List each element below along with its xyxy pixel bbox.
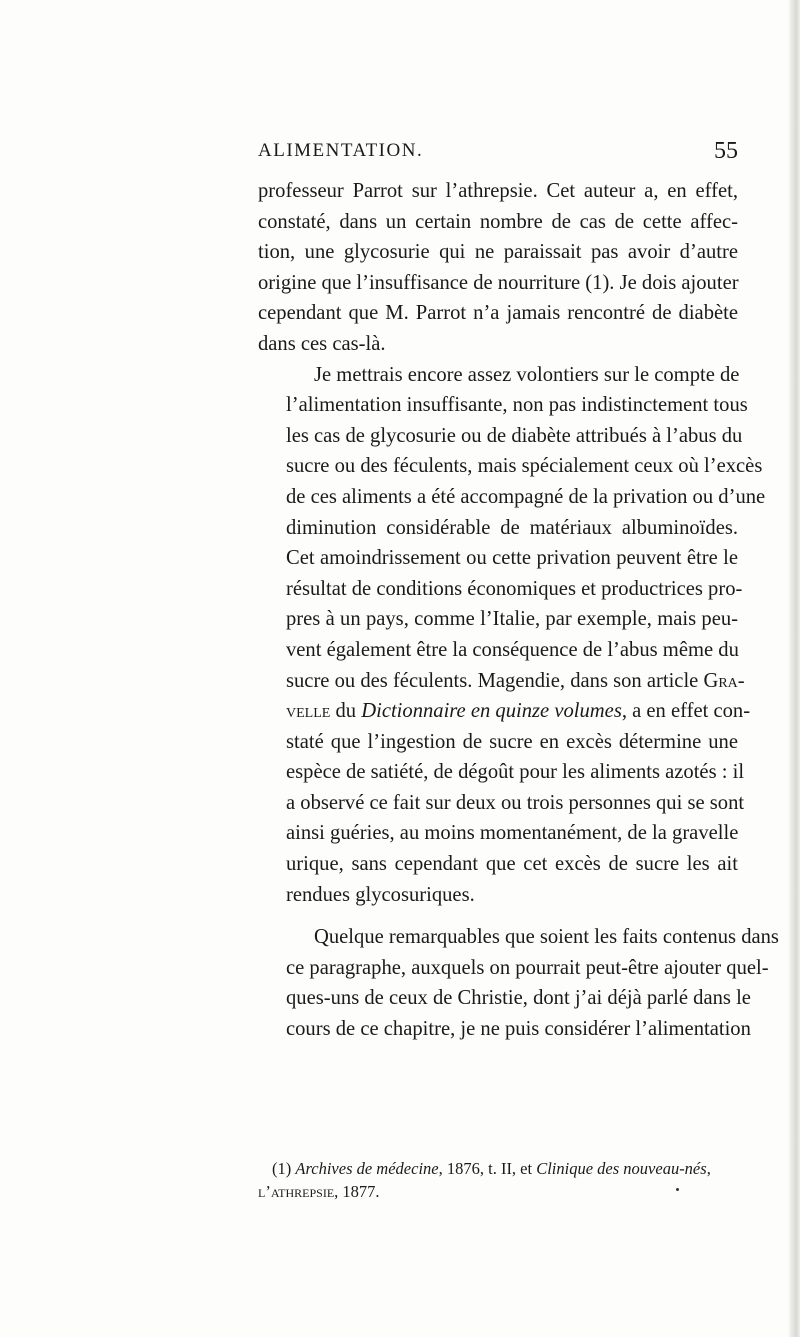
text-run: du bbox=[330, 700, 362, 723]
paragraph-1 bbox=[258, 176, 738, 360]
text-line: ques-uns de ceux de Christie, dont j’ai déjà parlé dans le bbox=[286, 987, 751, 1010]
text-line bbox=[258, 696, 751, 727]
text-line: ce paragraphe, auxquels on pourrait peut-être ajouter quel- bbox=[286, 956, 769, 979]
body-text bbox=[258, 176, 779, 1045]
text-run: sucre ou des féculents. Magendie, dans son article bbox=[286, 669, 699, 692]
footnote-line bbox=[258, 1157, 738, 1180]
text-line: espèce de satiété, de dégoût pour les aliments azotés : il bbox=[286, 761, 745, 784]
author-name-smallcaps: Gra- bbox=[703, 669, 745, 692]
footnote-line bbox=[258, 1180, 738, 1203]
footnote-details: , 1876, t. II, et bbox=[438, 1159, 537, 1178]
page-edge-shadow bbox=[788, 0, 800, 1337]
running-header bbox=[258, 140, 738, 168]
text-line: staté que l’ingestion de sucre en excès détermine une bbox=[286, 730, 738, 753]
text-line: a observé ce fait sur deux ou trois personnes qui se sont bbox=[286, 791, 745, 814]
footnote-punct: , bbox=[706, 1159, 711, 1178]
text-line: ainsi guéries, au moins momentanément, de la gravelle bbox=[286, 822, 739, 845]
text-line: origine que l’insuffisance de nourriture (1). Je dois ajouter bbox=[258, 271, 739, 294]
footnote bbox=[258, 1157, 738, 1203]
footnote-marker: (1) bbox=[272, 1159, 296, 1178]
page-number: 55 bbox=[714, 138, 738, 164]
footnote-work-smallcaps: l’athrepsie bbox=[258, 1182, 335, 1201]
footnote-year: , 1877. bbox=[334, 1182, 380, 1201]
text-line: de ces aliments a été accompagné de la privation ou d’une bbox=[286, 485, 766, 508]
text-line: vent également être la conséquence de l’abus même du bbox=[286, 638, 739, 661]
running-title: ALIMENTATION. bbox=[258, 140, 424, 161]
text-line: cependant que M. Parrot n’a jamais rencontré de diabète bbox=[258, 302, 738, 325]
text-line: cours de ce chapitre, je ne puis considérer l’alimentation bbox=[286, 1018, 751, 1041]
paragraph-3 bbox=[258, 922, 779, 1044]
text-line: tion, une glycosurie qui ne paraissait pas avoir d’autre bbox=[258, 241, 738, 264]
text-line bbox=[258, 666, 745, 697]
text-line: dans ces cas-là. bbox=[258, 332, 386, 355]
text-line: professeur Parrot sur l’athrepsie. Cet auteur a, en effet, bbox=[258, 180, 738, 202]
footnote-journal: Archives de médecine bbox=[295, 1159, 439, 1178]
print-speck bbox=[676, 1188, 679, 1191]
text-line: résultat de conditions économiques et productrices pro- bbox=[286, 577, 743, 600]
text-line: rendues glycosuriques. bbox=[286, 883, 475, 906]
author-name-smallcaps: velle bbox=[286, 700, 331, 723]
text-line: Cet amoindrissement ou cette privation peuvent être le bbox=[286, 547, 738, 570]
text-line: urique, sans cependant que cet excès de sucre les ait bbox=[286, 853, 738, 876]
cited-work-title: Dictionnaire en quinze volumes bbox=[361, 700, 622, 723]
text-run: , a en effet con- bbox=[621, 700, 751, 723]
text-line: constaté, dans un certain nombre de cas de cette affec- bbox=[258, 210, 738, 233]
text-line: les cas de glycosurie ou de diabète attribués à l’abus du bbox=[286, 424, 743, 447]
text-line: diminution considérable de matériaux albuminoïdes. bbox=[286, 516, 738, 539]
text-line: l’alimentation insuffisante, non pas indistinctement tous bbox=[286, 394, 748, 417]
text-line: pres à un pays, comme l’Italie, par exemple, mais peu- bbox=[286, 608, 738, 631]
paragraph-2 bbox=[258, 360, 766, 911]
text-line: Quelque remarquables que soient les faits contenus dans bbox=[314, 926, 779, 949]
footnote-work: Clinique des nouveau-nés bbox=[536, 1159, 707, 1178]
text-line: Je mettrais encore assez volontiers sur le compte de bbox=[314, 363, 740, 386]
text-line: sucre ou des féculents, mais spécialement ceux où l’excès bbox=[286, 455, 763, 478]
